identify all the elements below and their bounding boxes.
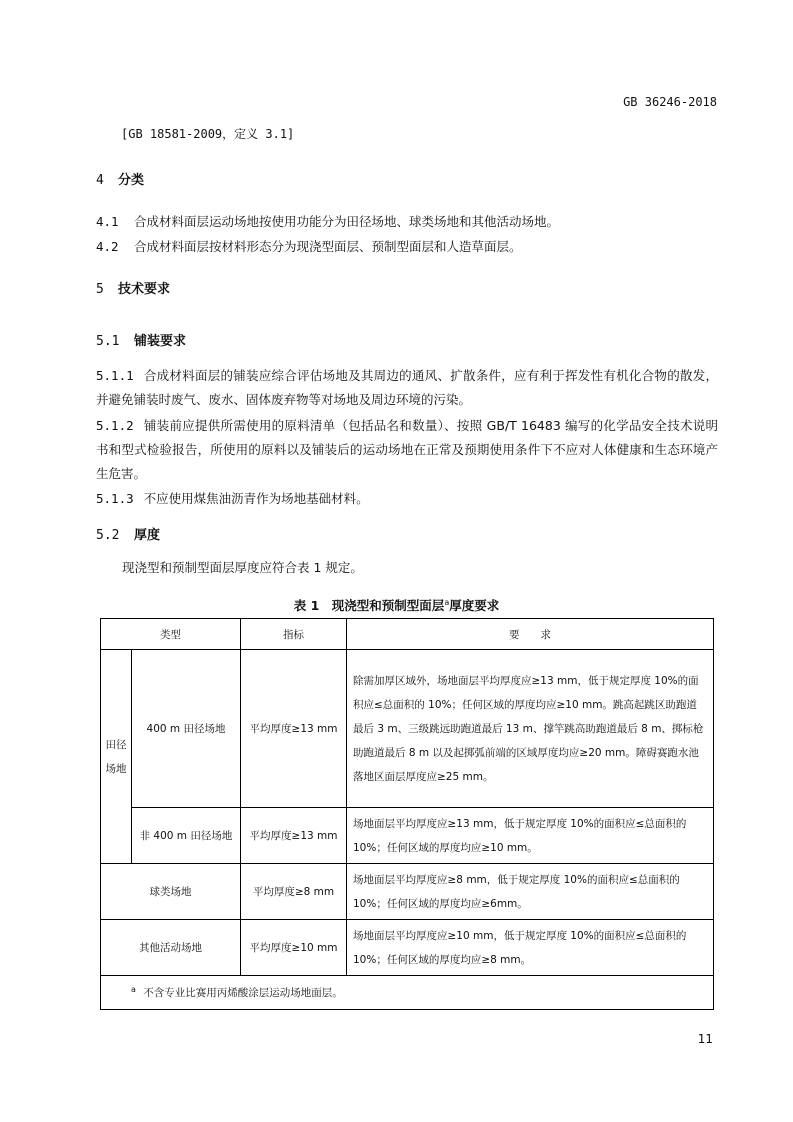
section-number: 4	[96, 173, 104, 188]
group-label-track: 田径场地	[101, 650, 132, 864]
page-number: 11	[697, 1032, 713, 1046]
table-row	[101, 920, 714, 976]
row-requirement: 场地面层平均厚度应≥13 mm，低于规定厚度 10%的面积应≤总面积的 10%；任何区域的厚度均应≥10 mm。	[347, 808, 714, 864]
row-indicator: 平均厚度≥10 mm	[241, 920, 347, 976]
header-requirement: 要 求	[347, 619, 714, 650]
table-title	[0, 596, 793, 614]
section-4-heading	[96, 169, 144, 188]
thickness-intro: 现浇型和预制型面层厚度应符合表 1 规定。	[122, 560, 363, 575]
footnote-mark: a	[131, 984, 136, 994]
table-title-suffix: 厚度要求	[449, 598, 500, 613]
table-header-row	[101, 619, 714, 650]
definition-reference: [GB 18581-2009，定义 3.1]	[121, 127, 295, 141]
clause-number: 5.1.3	[96, 491, 134, 506]
clause-4-2	[96, 237, 522, 255]
row-type: 球类场地	[101, 864, 241, 920]
table-title-prefix: 表 1 现浇型和预制型面层	[293, 598, 445, 613]
table-footnote-row	[101, 976, 714, 1010]
table-footnote	[101, 976, 714, 1010]
clause-text: 不应使用煤焦油沥青作为场地基础材料。	[143, 491, 369, 506]
row-type: 其他活动场地	[101, 920, 241, 976]
table-row	[101, 864, 714, 920]
clause-text: 合成材料面层运动场地按使用功能分为田径场地、球类场地和其他活动场地。	[134, 214, 560, 229]
section-5-2-heading	[96, 524, 160, 543]
clause-text: 铺装前应提供所需使用的原料清单（包括品名和数量）、按照 GB/T 16483 编写的化学品安全技术说明书和型式检验报告，所使用的原料以及铺装后的运动场地在正常及预期使用条件下不应对人体健康和生态环境产生危害。	[96, 418, 718, 481]
row-requirement: 场地面层平均厚度应≥10 mm，低于规定厚度 10%的面积应≤总面积的 10%；任何区域的厚度均应≥8 mm。	[347, 920, 714, 976]
section-title: 技术要求	[118, 282, 171, 297]
clause-text: 合成材料面层的铺装应综合评估场地及其周边的通风、扩散条件，应有利于挥发性有机化合物的散发，并避免铺装时废气、废水、固体废弃物等对场地及周边环境的污染。	[96, 368, 718, 407]
clause-5-1-1	[96, 364, 718, 412]
clause-number: 5.1.2	[96, 418, 134, 433]
section-number: 5	[96, 282, 104, 297]
header-type: 类型	[101, 619, 241, 650]
row-requirement: 场地面层平均厚度应≥8 mm，低于规定厚度 10%的面积应≤总面积的 10%；任何区域的厚度均应≥6mm。	[347, 864, 714, 920]
thickness-table	[100, 618, 714, 1010]
clause-number: 5.1.1	[96, 368, 134, 383]
clause-5-1-2	[96, 414, 718, 486]
section-title: 铺装要求	[134, 334, 187, 349]
section-5-1-heading	[96, 330, 186, 349]
row-indicator: 平均厚度≥13 mm	[241, 650, 347, 808]
row-indicator: 平均厚度≥13 mm	[241, 808, 347, 864]
row-type: 非 400 m 田径场地	[132, 808, 241, 864]
clause-text: 合成材料面层按材料形态分为现浇型面层、预制型面层和人造草面层。	[134, 239, 522, 254]
section-title: 分类	[118, 173, 145, 188]
table-row	[101, 808, 714, 864]
clause-4-1	[96, 212, 559, 230]
footnote-text: 不含专业比赛用丙烯酸涂层运动场地面层。	[143, 987, 343, 1000]
section-number: 5.1	[96, 334, 120, 349]
clause-5-1-3	[96, 487, 718, 511]
row-indicator: 平均厚度≥8 mm	[241, 864, 347, 920]
section-5-heading	[96, 278, 170, 297]
row-requirement: 除需加厚区域外，场地面层平均厚度应≥13 mm，低于规定厚度 10%的面积应≤总面积的 10%；任何区域的厚度均应≥10 mm。跳高起跳区助跑道最后 3 m、三级跳远助跑道最后 13 m、撑竿跳高助跑道最后 8 m、掷标枪助跑道最后 8 m 以及起掷弧前端的区域厚度均应≥20 mm。障碍赛跑水池落地区面层厚度应≥25 mm。	[347, 650, 714, 808]
table-title-footnote-mark: a	[444, 597, 450, 607]
section-title: 厚度	[134, 528, 161, 543]
section-number: 5.2	[96, 528, 120, 543]
header-indicator: 指标	[241, 619, 347, 650]
clause-number: 4.1	[96, 214, 119, 229]
document-code: GB 36246-2018	[623, 95, 717, 109]
row-type: 400 m 田径场地	[132, 650, 241, 808]
table-row	[101, 650, 714, 808]
clause-number: 4.2	[96, 239, 119, 254]
